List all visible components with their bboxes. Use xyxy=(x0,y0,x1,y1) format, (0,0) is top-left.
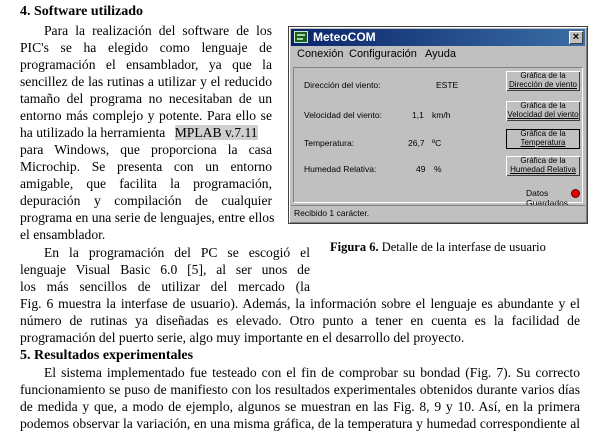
humidity-graph-button[interactable] xyxy=(506,156,580,176)
temperature-graph-button[interactable] xyxy=(506,129,580,149)
paragraph-line: Microchip. Se presenta con un entorno xyxy=(20,159,272,174)
paragraph-text: ha utilizado la herramienta xyxy=(20,125,166,140)
paragraph-line: depuración y compilación de cualquier xyxy=(20,193,272,208)
menu-ayuda[interactable]: Ayuda xyxy=(425,48,456,60)
status-bar xyxy=(291,205,585,221)
paragraph-line: los más sencillos de utilizar del mercado (la xyxy=(20,279,310,294)
paragraph-line: programación el ensamblador, ya que la xyxy=(20,57,272,72)
figure-caption xyxy=(330,240,546,255)
button-line: Temperatura xyxy=(520,138,566,147)
status-text: Recibido 1 carácter. xyxy=(294,208,370,218)
meteocom-window xyxy=(288,26,588,224)
paragraph-line-mplab xyxy=(20,124,272,141)
caption-text: Detalle de la interfase de usuario xyxy=(381,240,546,254)
paragraph-line: lenguaje Visual Basic 6.0 [5], al ser unos de xyxy=(20,262,310,277)
button-line: Gráfica de la xyxy=(520,129,566,138)
window-title: MeteoCOM xyxy=(313,30,376,44)
window-titlebar xyxy=(291,29,585,46)
paragraph-line: Para la realización del software de los xyxy=(44,23,272,38)
wind-speed-value: 1,1 xyxy=(412,110,424,120)
button-line: Velocidad del viento xyxy=(507,110,579,119)
paragraph-line: número de rutinas ya diseñadas es elevado. Otro punto a tener en cuenta es la facilidad de xyxy=(20,313,580,328)
temperature-label: Temperatura: xyxy=(304,138,355,148)
paragraph-line: programación del puerto serie, algo muy importante en el desarrollo del proyecto. xyxy=(20,330,465,345)
paragraph-line: amigable, que facilita la programación, xyxy=(20,176,272,191)
wind-direction-graph-button[interactable] xyxy=(506,71,580,91)
button-line: Gráfica de la xyxy=(520,156,566,165)
paragraph-line: de medida y que, a modo de ejemplo, algunos se muestran en las Fig. 8, 9 y 10. Así, en la primera xyxy=(20,399,580,414)
button-line: Gráfica de la xyxy=(520,71,566,80)
menu-conexion[interactable]: Conexión xyxy=(297,48,344,60)
button-line: Dirección de viento xyxy=(508,80,578,89)
paragraph-line: sencillez de las rutinas a utilizar y el reducido xyxy=(20,74,272,89)
temperature-unit: ºC xyxy=(432,138,442,148)
paragraph-line: el ensamblador. xyxy=(20,227,106,242)
button-line: Gráfica de la xyxy=(520,101,566,110)
humidity-label: Humedad Relativa: xyxy=(304,164,377,174)
menu-bar xyxy=(291,47,585,63)
paragraph-line: programa en una serie de lenguajes, entre ellos xyxy=(20,210,275,225)
section-4-heading: 4. Software utilizado xyxy=(20,4,144,19)
readings-panel xyxy=(293,67,583,208)
mplab-highlight: MPLAB v.7.11 xyxy=(174,125,258,140)
paragraph-line: entorno más complejo y potente. Para ello se xyxy=(20,108,272,123)
paragraph-line: PIC's se ha elegido como lenguaje de xyxy=(20,40,272,55)
paragraph-line: En la programación del PC se escogió el xyxy=(44,245,310,260)
paragraph-line: Fig. 6 muestra la interfase de usuario). Además, la información sobre el lenguaje es abundante y el xyxy=(20,296,580,311)
paragraph-line: funcionamiento se puso de manifiesto con los resultados experimentales obtenidos durante varios días xyxy=(20,382,580,397)
app-icon xyxy=(294,31,308,43)
section-5-heading: 5. Resultados experimentales xyxy=(20,348,194,363)
temperature-value: 26,7 xyxy=(408,138,425,148)
wind-speed-unit: km/h xyxy=(432,110,451,120)
wind-speed-graph-button[interactable] xyxy=(506,101,580,121)
data-saved-label: Datos Guardados xyxy=(526,188,569,208)
humidity-value: 49 xyxy=(416,164,426,174)
wind-speed-label: Velocidad del viento: xyxy=(304,110,382,120)
menu-configuracion[interactable]: Configuración xyxy=(349,48,417,60)
paragraph-line: El sistema implementado fue testeado con el fin de comprobar su bondad (Fig. 7). Su correcto xyxy=(44,365,580,380)
wind-direction-label: Dirección del viento: xyxy=(304,80,381,90)
data-saved-indicator-icon xyxy=(571,189,580,198)
close-button[interactable]: × xyxy=(569,31,583,44)
wind-direction-value: ESTE xyxy=(436,80,459,90)
button-line: Humedad Relativa xyxy=(510,165,576,174)
humidity-unit: % xyxy=(434,164,442,174)
paragraph-line: podemos observar la variación, en una misma gráfica, de la temperatura y humedad correspondiente al xyxy=(20,416,580,431)
caption-label: Figura 6. xyxy=(330,240,379,254)
paragraph-line: para Windows, que proporciona la casa xyxy=(20,142,272,157)
paragraph-line: tamaño del programa no necesitaban de un xyxy=(20,91,272,106)
